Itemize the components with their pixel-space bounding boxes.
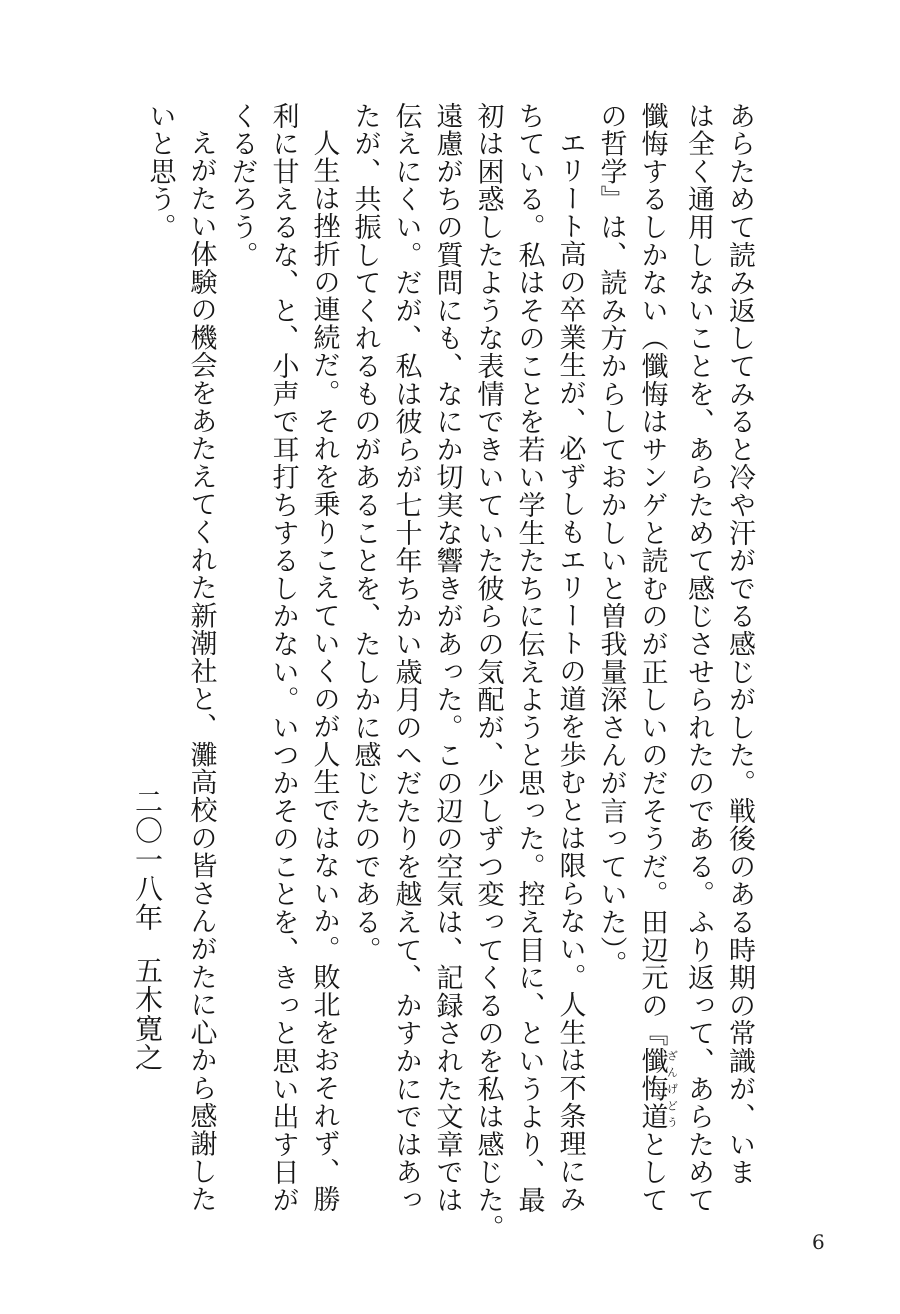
text-line-2: は全く通用しないことを、あらためて感じさせられたのである。ふり返って、あらためて	[683, 102, 714, 1214]
text-line-6: ちている。私はそのことを若い学生たちに伝えようと思った。控え目に、というより、最	[513, 102, 545, 1214]
text-line-5: エリート高の卒業生が、必ずしもエリートの道を歩むとは限らない。人生は不条理にみ	[554, 129, 586, 1214]
text-line-4: の哲学』は、読み方からしておかしいと曽我量深さんが言っていた）。	[595, 102, 627, 979]
text-line-14: えがたい体験の機会をあたえてくれた新潮社と、灘高校の皆さんがたに心から感謝した	[185, 129, 217, 1214]
text-line-11: 人生は挫折の連続だ。それを乗りこえていくのが人生ではないか。敗北をおそれず、勝	[308, 129, 340, 1214]
text-line-3: 懺悔するしかない（懺悔はサンゲと読むのが正しいのだそうだ。田辺元の『懺悔道ざんげどうとして	[636, 102, 679, 1215]
ruby-annotation: 懺悔道ざんげどう	[636, 1047, 679, 1131]
text-line-10: たが、共振してくれるものがあることを、たしかに感じたのである。	[349, 102, 381, 964]
page-number: 6	[812, 1230, 825, 1254]
signature-block	[127, 787, 167, 1072]
vertical-body-text	[140, 102, 761, 1242]
text-line-9: 伝えにくい。だが、私は彼らが七十年ちかい歳月のへだたりを越えて、かすかにではあっ	[390, 102, 422, 1214]
signature-date: 二〇一八年	[131, 787, 164, 932]
text-line-8: 遠慮がちの質問にも、なにか切実な響きがあった。この辺の空気は、記録された文章では	[431, 102, 463, 1214]
signature-author: 五木寛之	[131, 956, 164, 1072]
ruby-reading: ざんげどう	[665, 1047, 679, 1131]
text-line-13: くるだろう。	[226, 102, 258, 269]
text-line-12: 利に甘えるな、と、小声で耳打ちするしかない。いつかそのことを、きっと思い出す日が	[267, 102, 299, 1214]
text-line-15: いと思う。	[144, 102, 176, 241]
text-line-1: あらためて読み返してみると冷や汗がでる感じがした。戦後のある時期の常識が、いま	[724, 102, 755, 1187]
text-line-7: 初は困惑したような表情できいていた彼らの気配が、少しずつ変ってくるのを私は感じた。	[472, 102, 504, 1242]
